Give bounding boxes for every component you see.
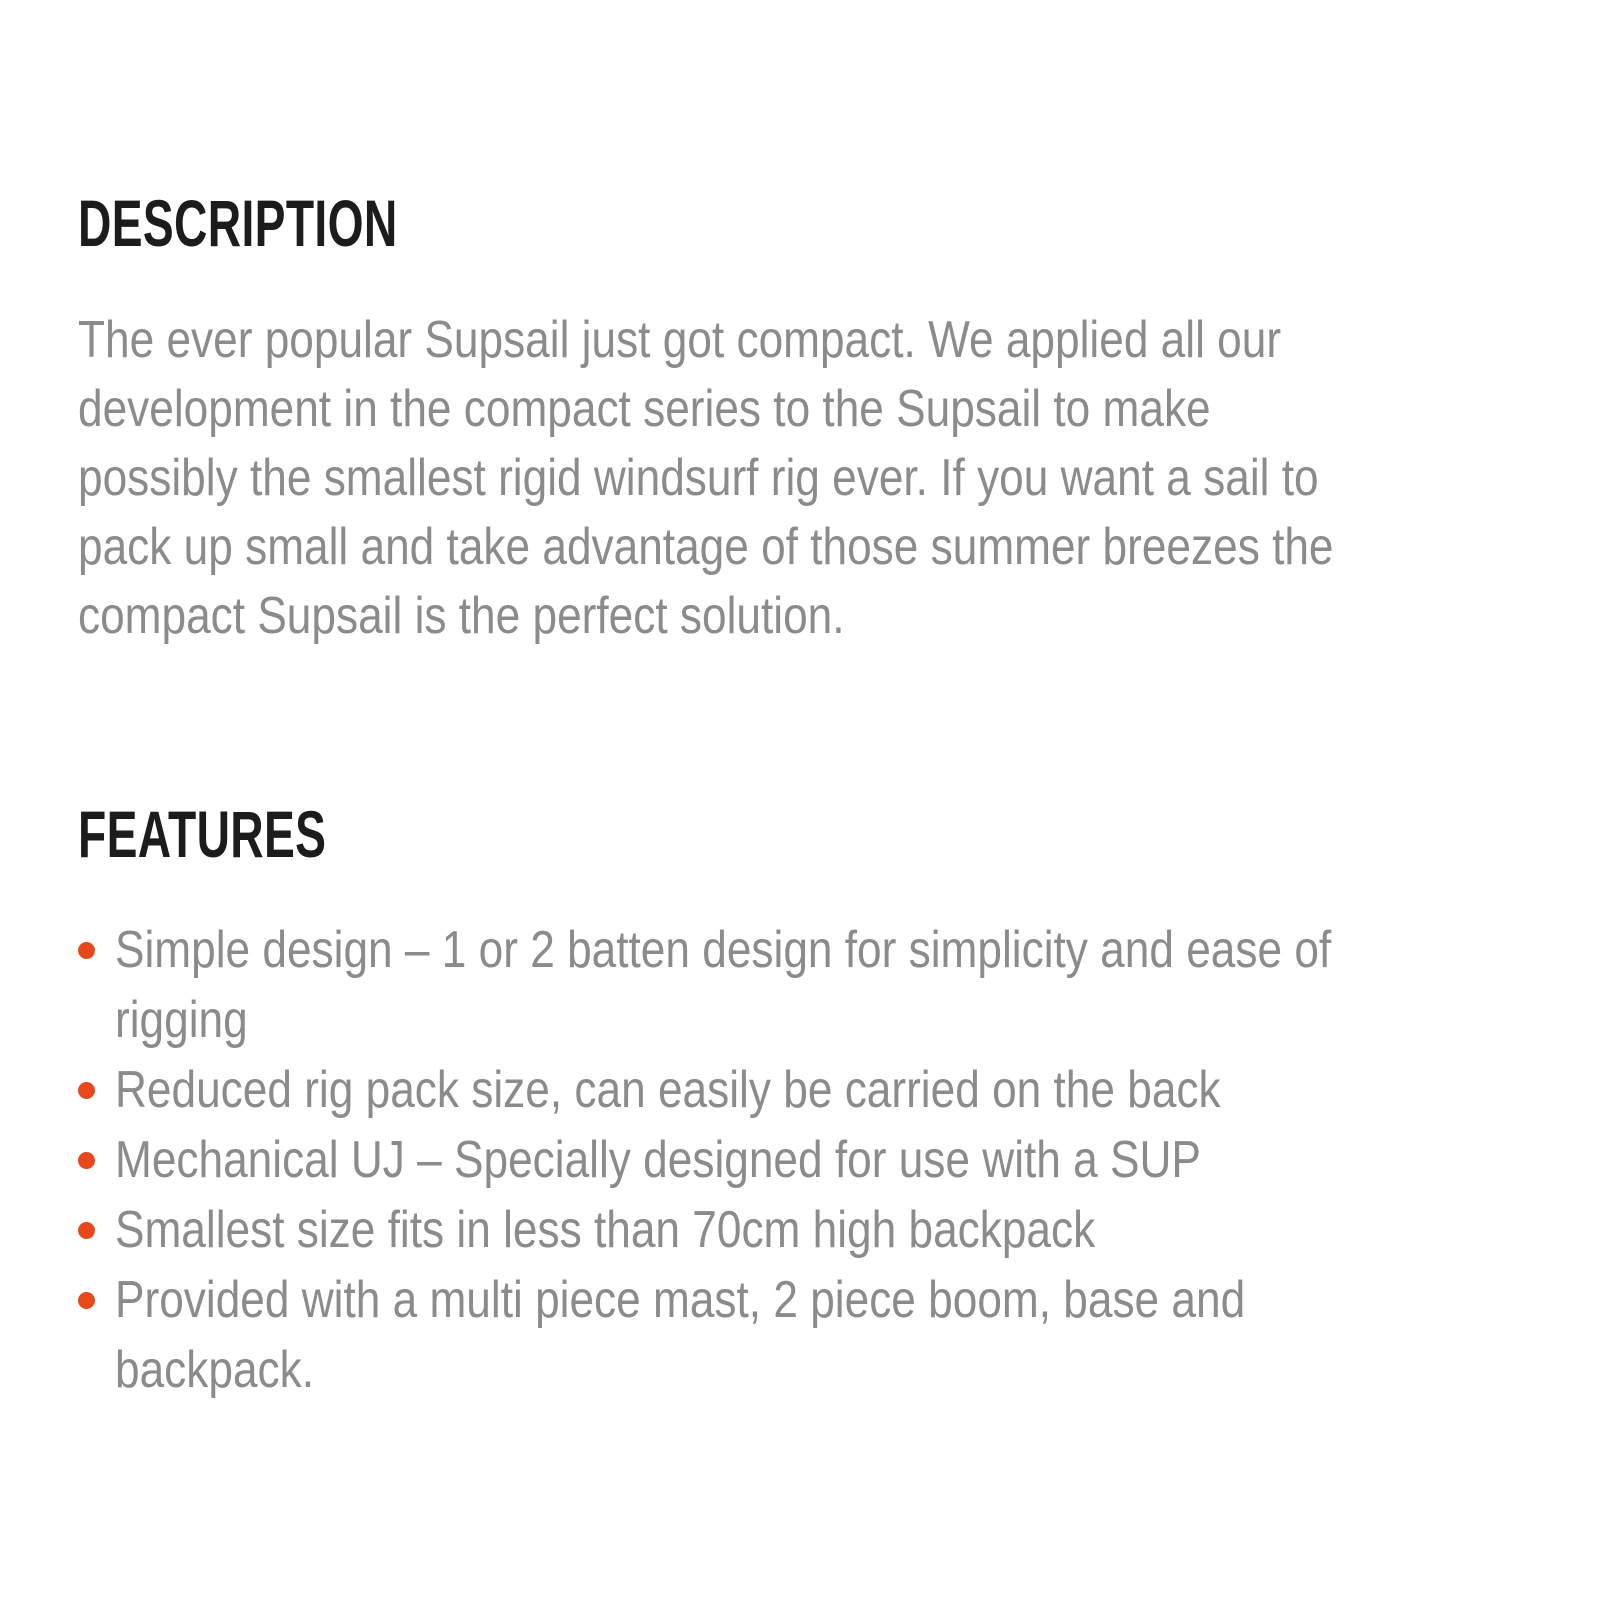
feature-item — [78, 1265, 1538, 1405]
feature-item — [78, 915, 1538, 1055]
features-list — [78, 915, 1538, 1405]
bullet-icon — [78, 1292, 95, 1309]
feature-item — [78, 1055, 1538, 1125]
text-line: pack up small and take advantage of those summer breezes the — [78, 518, 1334, 576]
text-line: backpack. — [115, 1341, 315, 1399]
text-line: Smallest size fits in less than 70cm high backpack — [115, 1201, 1096, 1259]
text-line: Simple design – 1 or 2 batten design for simplicity and ease of — [115, 921, 1332, 979]
text-line: development in the compact series to the Supsail to make — [78, 380, 1211, 438]
text-line: Reduced rig pack size, can easily be carried on the back — [115, 1061, 1221, 1119]
text-line: The ever popular Supsail just got compact. We applied all our — [78, 311, 1282, 369]
features-heading: FEATURES — [78, 797, 327, 871]
bullet-icon — [78, 942, 95, 959]
text-line: rigging — [115, 991, 248, 1049]
text-line: Mechanical UJ – Specially designed for use with a SUP — [115, 1131, 1201, 1189]
feature-item — [78, 1125, 1538, 1195]
description-paragraph — [78, 306, 1538, 651]
text-line: possibly the smallest rigid windsurf rig ever. If you want a sail to — [78, 449, 1319, 507]
bullet-icon — [78, 1082, 95, 1099]
text-line: Provided with a multi piece mast, 2 piece boom, base and — [115, 1271, 1246, 1329]
description-heading: DESCRIPTION — [78, 186, 398, 260]
product-text-section — [78, 0, 1538, 1405]
text-line: compact Supsail is the perfect solution. — [78, 587, 845, 645]
bullet-icon — [78, 1222, 95, 1239]
feature-item — [78, 1195, 1538, 1265]
bullet-icon — [78, 1152, 95, 1169]
